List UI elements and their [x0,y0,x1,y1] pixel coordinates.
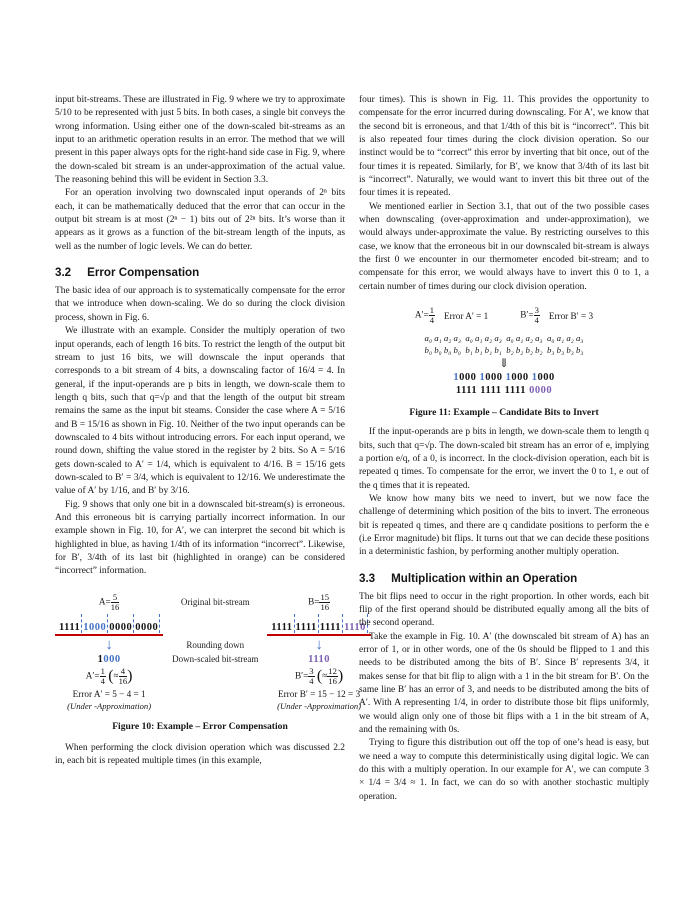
two-column-body [55,94,649,804]
operand-b-equation: B= $\frac{15}{16}$ [308,591,330,612]
figure-10-caption: Figure 10: Example – Error Compensation [112,720,288,732]
paragraph: For an operation involving two downscaled input operands of 2ⁿ bits each, it can be mathematically deduced that the error that can occur in the output bit stream is at most (2ⁿ − 1) bits out of 2²ⁿ bits. It’s worse than it appears as it grows as a function of the bit-stream length of the inputs, as well as the number of logic levels. We can do better. [55,188,345,252]
b-subscript-row: b₀ b₀ b₀ b₀ b₁ b₁ b₁ b₁ b₂ b₂ b₂ b₂ b₃ b₃ b₃ b₃ [424,345,584,356]
paragraph: Trying to figure this distribution out off the top of one’s head is easy, but we need a way to compute this deterministically using digital logic. We can do this with a multiply operation. In our example for A′, we can compute 3 × 1/4 = 3/4 ≈ 1. In fact, we can do so with another stochastic multiply operation. [359,738,649,802]
a-subscript-row: a₀ a₁ a₂ a₃ a₀ a₁ a₂ a₃ a₀ a₁ a₂ a₃ a₀ a₁ a₂ a₃ [424,333,584,344]
bitstream-b-downscaled: 1110 [308,653,330,665]
paragraph: input bit-streams. These are illustrated in Fig. 9 where we try to approximate 5/10 to be represented with just 5 bits. In both cases, a single bit conveys the wrong information. Using either one of the down-scaled bit-streams as an input to an arithmetic operation results in an error. The method that we will present in this paper always opts for the right-hand side case in Fig. 9, where the down-scaled bit stream is an under-approximation of the actual value. The reasoning behind this will be evident in Section 3.3. [55,95,345,186]
section-number: 3.3 [359,571,376,585]
paragraph: When performing the clock division operation which was discussed 2.2 in, each bit is repeated multiple times (in this example, [55,742,345,767]
close-paren: ) [337,667,344,685]
down-arrow-icon: ↓ [105,636,113,653]
bitstream-b-original: 1111 1111 1111 1110 [267,614,371,636]
b-prime-equation: B′= $\frac{3}{4}$ (≈ $\frac{12}{16}$ ) [294,665,344,686]
paragraph: We know how many bits we need to invert, but we now face the challenge of determining which position of the bits to invert. The erroneous bit is repeated q times, and there are q candidate positions to perform the e (i.e Error magnitude) bit flips. It turns out that we can decide these positions in a deterministic fashion, by performing another multiply operation. [359,493,649,558]
section-number: 3.2 [55,266,72,280]
section-title: Error Compensation [87,266,200,280]
paragraph: We illustrate with an example. Consider the multiply operation of two input operands, each of length 16 bits. To restrict the length of the output bit stream to just 16 bits, we will downscale the input operands that corresponds to a bit stream of 4 bits, a downscaling factor of 16/4 = 4. In general, if the input-operands are p bits in length, we down-scale them to length q bits, such that q=√p and that the length of the output bit stream remains the same as the input bit steams. Consider the case where A = 5/16 and B = 15/16 as shown in Fig. 10. Neither of the two input operands can be downscaled to 4 bits without introducing errors. For each input operand, we round down, shifting the value stored in the register by 2 bits. So A = 5/16 gets down-scaled to A′ = 1/4, which is equivalent to 4/16. B = 15/16 gets down-scaled to B′ = 3/4, which is equivalent to 12/16. We underestimate the value of A′ by 1/16, and B′ by 3/16. [55,326,345,497]
right-column [359,94,649,804]
original-bitstream-label: Original bit-stream [180,597,250,608]
double-down-arrow-icon: ⇓ [498,356,510,371]
paragraph: The bit flips need to occur in the right proportion. In other words, each bit flip of the first operand should be distributed equally among all the bits of the second operand. [359,591,649,629]
figure-11-caption: Figure 11: Example – Candidate Bits to Invert [409,407,599,419]
open-paren: ( [108,667,114,685]
operand-a-equation: A= $\frac{5}{16}$ [98,591,120,612]
a-error-label: Error A′ = 1 [444,310,489,321]
left-column [55,94,366,804]
down-arrow-icon: ↓ [315,636,323,653]
paragraph: Fig. 9 shows that only one bit in a downscaled bit-stream(s) is erroneous. And this erroneous bit is carrying partially incorrect information. In our example shown in Fig. 10, for A′, we can interpret the second bit which is highlighted in blue, as having 1/4th of its information “incorrect”. Likewise, for B′, 3/4th of its last bit (highlighted in orange) can be considered “incorrect” information. [55,499,345,577]
downscaled-bitstream-label: Down-scaled bit-stream [172,654,259,665]
figure-10 [55,591,366,732]
section-heading-3-2 [55,266,345,279]
thermometer-line: 1111 1111 1111 0000 [455,385,553,397]
figure-11-equations: A′= $\frac{1}{4}$ Error A′ = 1 B′= $\frac{3}{4}$ Error B′ = 3 [414,305,594,326]
a-prime-equation: A′= $\frac{1}{4}$ (≈ $\frac{4}{16}$ ) [85,665,133,686]
section-title: Multiplication within an Operation [391,571,578,585]
invert-candidates-line: 1000 1000 1000 1000 [453,372,555,384]
paragraph: The basic idea of our approach is to systematically compensate for the error that we introduce when down-scaling. We do so during the clock division process, shown in Fig. 6. [55,286,345,323]
a-error-line: Error A′ = 5 − 4 = 1 [72,688,146,699]
bitstream-a-downscaled: 1000 [97,653,121,665]
paragraph: If the input-operands are p bits in length, we down-scale them to length q bits, such that q=√p. The down-scaled bit stream has an error of e, implying a portion e/q, of a 0, is incorrect. In the clock-division operation, each bit is repeated q times. To compensate for the error, we invert the 0 to 1, e out of the q times that it is repeated. [359,427,649,491]
section-heading-3-3 [359,572,649,585]
paragraph: We mentioned earlier in Section 3.1, that out of the two possible cases when downscaling (over-approximation and under-approximation), we would always under-approximate the value. By restricting ourselves to this case, we know that the erroneous bit in our downscaled bit-stream is always the first 0 we encounter in our thermometer encoded bit-stream; and to compensate for this error, we would always have to invert this 0 to 1, a certain number of times during our clock division operation. [359,201,649,292]
close-paren: ) [127,667,133,685]
paragraph: four times). This is shown in Fig. 11. This provides the opportunity to compensate for the error incurred during downscaling. For A′, we know that the second bit is erroneous, and that 1/4th of this bit is “incorrect”. This bit is also repeated four times during the clock division operation. So our instinct would be to “correct” this error by inverting that bit once, out of the four times it is repeated. Similarly, for B′, we know that 3/4th of its last bit is “incorrect”. Naturally, we would want to invert this bit three out of the four times it is repeated. [359,95,649,199]
b-under-approx-label: (Under -Approximation) [277,700,362,711]
open-paren: ( [316,667,323,685]
b-error-line: Error B′ = 15 − 12 = 3 [278,688,361,699]
figure-11 [359,306,649,418]
rounding-down-label: Rounding down [186,639,245,650]
paragraph: Take the example in Fig. 10. A′ (the downscaled bit stream of A) has an error of 1, or in other words, one of the 0s should be flipped to 1 and this needs to be distributed among the bits of B′. Since B′ represents 3/4, it makes sense for that bit flip to align with a 1 in the bit stream for B′. On the same line B′ has an error of 3, and needs to be distributed among the bits of A′. With A representing 1/4, in order to distribute those bit flips uniformly, we would align only one of those bit flips with a 1 in the bit stream of A, and the remaining with 0s. [359,631,649,736]
bitstream-a-original: 1111 1000 0000 0000 [55,614,163,636]
a-under-approx-label: (Under -Approximation) [67,700,152,711]
b-error-label: Error B′ = 3 [548,310,594,321]
